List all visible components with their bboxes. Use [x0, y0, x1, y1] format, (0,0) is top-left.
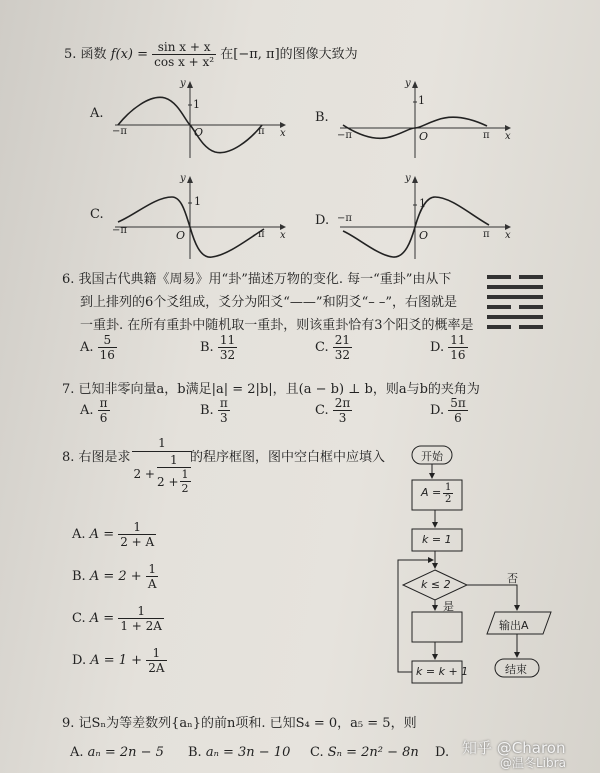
q8-option-b-den: A — [147, 577, 157, 591]
q7-option-a-frac — [98, 396, 110, 425]
q8-option-b-text: A = 2 + — [89, 569, 142, 584]
q9-option-a-label: A. — [70, 745, 84, 760]
q5-graph-b-ytick: 1 — [418, 94, 425, 107]
yin-line — [487, 275, 511, 279]
q5-graph-b-negpi: −π — [337, 130, 352, 141]
q6-option-d-frac — [448, 333, 467, 362]
q5-graph-d-origin: O — [419, 229, 429, 242]
q7-option-b — [200, 396, 230, 425]
q7-option-d — [430, 396, 468, 425]
q6-option-c-den: 32 — [334, 348, 351, 362]
q6-option-a-num: 5 — [98, 333, 117, 348]
q8-option-c-text: A = — [89, 611, 115, 626]
q5-func: f(x) = — [110, 47, 149, 62]
yin-line — [487, 325, 511, 329]
q9-option-b — [188, 745, 290, 760]
yin-line — [519, 325, 543, 329]
q5-graph-b-xlabel: x — [505, 131, 511, 142]
q8-cf-lower — [132, 453, 192, 495]
q8-option-d-text: A = 1 + — [90, 653, 143, 668]
q8-option-c — [72, 604, 164, 633]
q9-option-b-text: aₙ = 3n − 10 — [205, 745, 291, 760]
flowchart-blank-box — [413, 613, 461, 641]
q8-number: 8. — [62, 450, 75, 465]
q9-option-d-label: D. — [435, 745, 450, 760]
q8-cf-den2: 2 + — [157, 474, 179, 489]
q8-option-c-label: C. — [72, 611, 86, 626]
q5-graph-b-pi: π — [483, 130, 490, 141]
q5-text-post: 在[−π, π]的图像大致为 — [220, 47, 358, 62]
q8-cf-innermost-den: 2 — [181, 482, 189, 495]
flowchart-output: 输出A — [499, 619, 529, 632]
q5-graph-c-negpi: −π — [112, 225, 127, 236]
flowchart-init-num: 1 — [445, 482, 452, 493]
q5-graph-c-ytick: 1 — [194, 195, 201, 208]
q6-option-b-frac — [218, 333, 237, 362]
q8-cf-innermost-num: 1 — [181, 468, 189, 481]
q8-option-d-frac — [146, 646, 166, 675]
q6-text-line2: 到上排列的6个爻组成，爻分为阳爻“——”和阴爻“– –”，右图就是 — [80, 295, 457, 310]
yang-line — [487, 295, 543, 299]
q8-cf-innermost — [180, 468, 191, 495]
q5-graph-d-xlabel: x — [505, 230, 511, 241]
q5-number: 5. — [64, 47, 77, 62]
q5-graph-c-label: C. — [90, 207, 104, 222]
q5-graph-c — [90, 175, 290, 260]
q6-option-c — [315, 333, 352, 362]
q8-option-d-num: 1 — [146, 646, 166, 661]
flowchart-yes: 是 — [443, 600, 454, 613]
hexagram-figure — [487, 275, 547, 335]
q7-option-d-num: 5π — [450, 396, 466, 410]
q9-option-c — [310, 745, 419, 760]
flowchart-end: 结束 — [505, 663, 527, 676]
q6-option-c-label: C. — [315, 340, 329, 355]
flowchart-no: 否 — [507, 572, 518, 585]
q8-cf-inner-lower — [157, 468, 191, 495]
q9-option-a-text: aₙ = 2n − 5 — [87, 745, 164, 760]
q8-text-post: 的程序框图，图中空白框中应填入 — [190, 450, 386, 465]
q5-graph-d — [315, 175, 515, 260]
q6-option-a — [80, 333, 117, 362]
q8-option-a-num: 1 — [118, 520, 156, 535]
q5-graph-c-pi: π — [258, 229, 265, 240]
q7-option-d-frac — [448, 396, 468, 425]
q8-option-d — [72, 646, 167, 675]
q6-option-a-frac — [98, 333, 117, 362]
q5-graph-b-ylabel: y — [405, 78, 411, 89]
q6-option-b-label: B. — [200, 340, 214, 355]
q8-option-a — [72, 520, 156, 549]
q7-option-a-num: π — [99, 396, 108, 410]
q6-option-a-den: 16 — [99, 348, 115, 362]
q7-option-a-den: 6 — [99, 411, 108, 425]
q5-graph-a-xlabel: x — [280, 128, 286, 139]
q6-line1 — [62, 268, 451, 287]
flowchart-condition: k ≤ 2 — [421, 578, 451, 591]
q5-graph-d-ylabel: y — [405, 173, 411, 184]
q5-graph-b-label: B. — [315, 110, 329, 125]
yang-line — [487, 315, 543, 319]
q8-cf-den1: 2 + — [133, 467, 155, 481]
flowchart-start: 开始 — [421, 450, 443, 463]
q6-option-d-label: D. — [430, 340, 445, 355]
q5-graph-d-ytick: 1 — [419, 197, 426, 210]
q7-option-d-label: D. — [430, 403, 445, 418]
q9-option-c-text: Sₙ = 2n² − 8n — [327, 745, 419, 760]
q5-numerator: sin x + x — [152, 40, 216, 55]
flowchart-init-k: k = 1 — [422, 533, 452, 546]
q5-graph-d-label: D. — [315, 213, 330, 228]
q9-number: 9. — [62, 716, 75, 731]
flowchart-increment: k = k + 1 — [416, 665, 469, 678]
q5-fraction — [152, 40, 216, 69]
q8-option-a-text: A = — [89, 527, 115, 542]
q7-option-a — [80, 396, 110, 425]
q5-graph-b — [315, 80, 515, 160]
q7-option-c — [315, 396, 352, 425]
q7-option-d-den: 6 — [454, 411, 462, 425]
yang-line — [487, 285, 543, 289]
q8-cf-num: 1 — [132, 436, 192, 452]
q9-stem — [62, 712, 417, 731]
q6-option-b-den: 32 — [219, 348, 236, 362]
q5-graph-a-negpi: −π — [112, 126, 127, 137]
q5-graph-d-negpi: −π — [337, 213, 352, 224]
q5-graph-c-xlabel: x — [280, 230, 286, 241]
q6-number: 6. — [62, 272, 75, 287]
q8-text-pre: 右图是求 — [78, 450, 131, 465]
q8-option-c-frac — [118, 604, 164, 633]
flowchart-init-a: A = — [421, 486, 442, 499]
q9-text: 记Sₙ为等差数列{aₙ}的前n项和. 已知S₄ = 0，a₅ = 5，则 — [78, 716, 417, 731]
q5-graph-a — [90, 80, 290, 160]
q5-stem — [64, 40, 358, 69]
q5-graph-c-origin: O — [176, 229, 186, 242]
q7-option-b-label: B. — [200, 403, 214, 418]
q7-stem — [62, 378, 480, 397]
q7-option-c-frac — [333, 396, 353, 425]
q5-graph-a-label: A. — [90, 106, 104, 121]
q5-graph-a-plot — [90, 80, 290, 160]
q6-text-line1: 我国古代典籍《周易》用“卦”描述万物的变化. 每一“重卦”由从下 — [78, 272, 452, 287]
q5-graph-a-ytick: 1 — [193, 98, 200, 111]
q5-graph-b-origin: O — [419, 130, 429, 143]
q8-option-b — [72, 562, 158, 591]
q7-option-c-den: 3 — [338, 411, 347, 425]
q6-option-d-den: 16 — [450, 348, 466, 362]
flowchart-init-frac — [443, 482, 453, 505]
q6-option-c-frac — [333, 333, 352, 362]
q8-option-d-label: D. — [72, 653, 87, 668]
q8-option-c-den: 1 + 2A — [120, 619, 162, 633]
flowchart-lines — [395, 440, 565, 690]
q5-graph-c-plot — [90, 175, 290, 260]
q8-number-and-pre — [62, 446, 131, 465]
q5-text-pre: 函数 — [80, 47, 107, 62]
q8-continued-fraction — [132, 436, 192, 495]
q8-flowchart — [395, 440, 565, 690]
q8-cf-inner — [157, 453, 191, 495]
q6-option-a-label: A. — [80, 340, 94, 355]
watermark-zhihu: 知乎 @Charon — [462, 739, 566, 757]
q5-graph-b-plot — [315, 80, 515, 160]
q6-option-d-num: 11 — [450, 333, 466, 347]
q7-text: 已知非零向量a，b满足|a| = 2|b|，且(a − b) ⊥ b，则a与b的夹角为 — [78, 382, 480, 397]
q5-denominator: cos x + x² — [154, 55, 215, 69]
q8-option-a-den: 2 + A — [120, 535, 155, 549]
q6-option-d — [430, 333, 468, 362]
q6-text-line3: 一重卦. 在所有重卦中随机取一重卦，则该重卦恰有3个阳爻的概率是 — [80, 318, 474, 333]
q7-option-b-den: 3 — [219, 411, 228, 425]
q9-option-d — [435, 745, 449, 760]
q8-option-b-label: B. — [72, 569, 86, 584]
q8-option-b-num: 1 — [146, 562, 159, 577]
q6-option-c-num: 21 — [334, 333, 351, 347]
yin-line — [519, 305, 543, 309]
q8-option-d-den: 2A — [148, 661, 165, 675]
q5-graph-d-pi: π — [483, 229, 490, 240]
q9-option-a — [70, 745, 164, 760]
q8-option-c-num: 1 — [118, 604, 164, 619]
q9-option-b-label: B. — [188, 745, 202, 760]
q9-option-c-label: C. — [310, 745, 324, 760]
q6-option-b-num: 11 — [219, 333, 236, 347]
q5-graph-a-ylabel: y — [180, 78, 186, 89]
yin-line — [519, 275, 543, 279]
q5-graph-a-pi: π — [258, 126, 265, 137]
q6-option-b — [200, 333, 237, 362]
q7-option-b-num: π — [219, 396, 228, 410]
q8-cf-inner-num: 1 — [157, 453, 191, 468]
flowchart-init-den: 2 — [445, 494, 452, 505]
q5-graph-a-origin: O — [194, 126, 204, 139]
q7-option-a-label: A. — [80, 403, 94, 418]
watermark-weibo: @温冬Libra — [500, 756, 566, 770]
q7-option-b-frac — [218, 396, 230, 425]
q8-option-a-frac — [118, 520, 156, 549]
q8-option-a-label: A. — [72, 527, 86, 542]
q5-graph-c-ylabel: y — [180, 173, 186, 184]
q7-option-c-label: C. — [315, 403, 329, 418]
q7-option-c-num: 2π — [334, 396, 351, 410]
yin-line — [487, 305, 511, 309]
q7-number: 7. — [62, 382, 75, 397]
q8-option-b-frac — [146, 562, 159, 591]
